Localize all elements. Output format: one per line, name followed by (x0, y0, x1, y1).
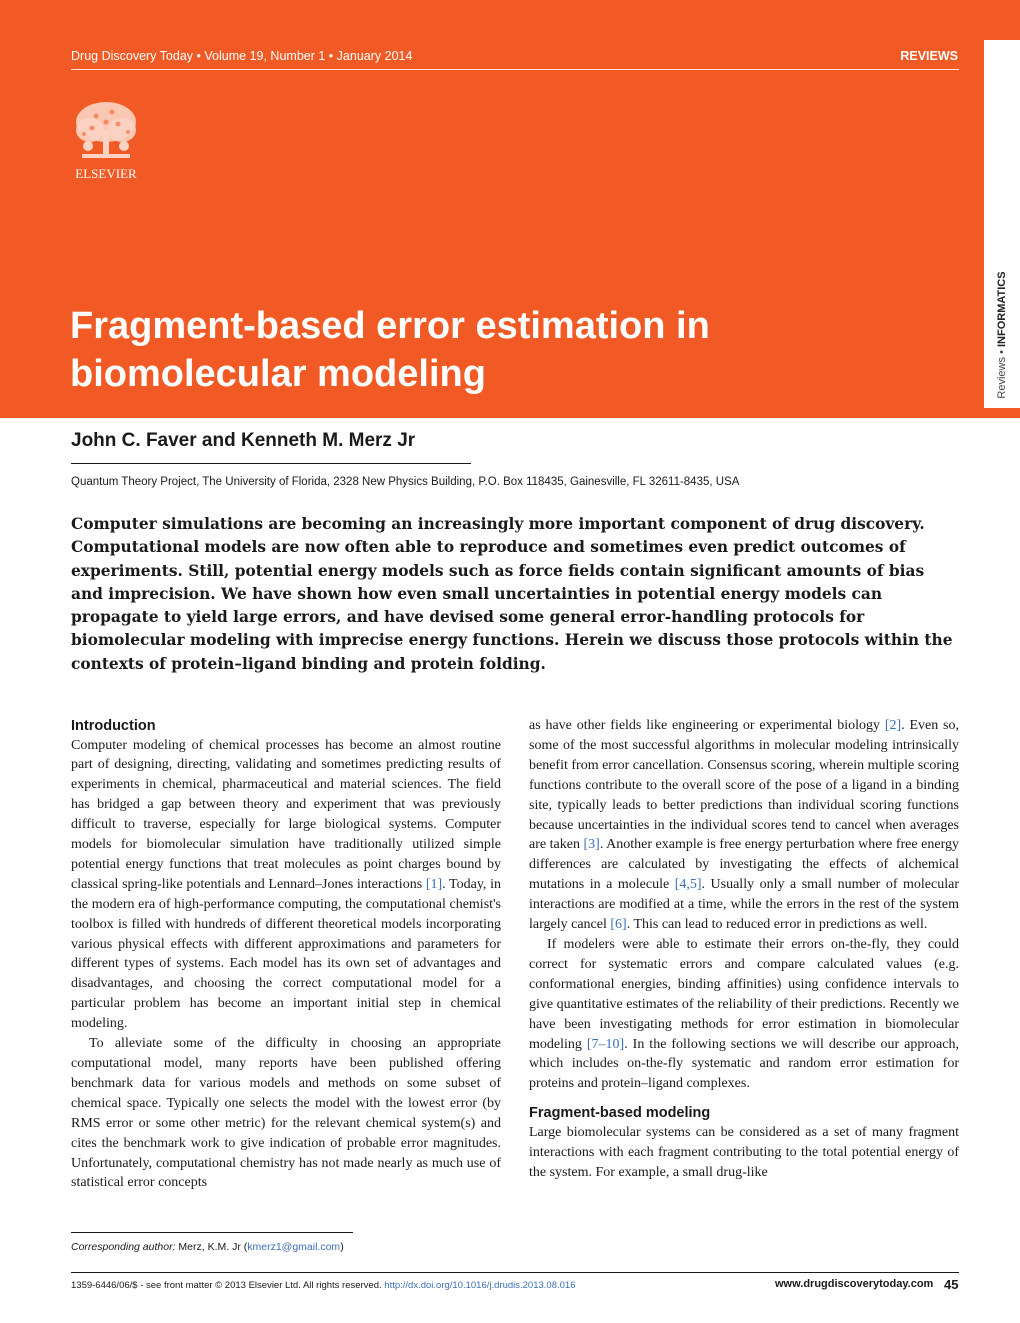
intro-heading: Introduction (71, 718, 156, 734)
intro-paragraph-1: Computer modeling of chemical processes has become an almost routine part of designing, directing, validating and sometimes predicting results of experiments in chemical, pharmaceutical and material sciences. The field has bridged a gap between theory and experiment that was previously difficult to traverse, especially for large biological systems. Computer models for biomolecular simulation have traditionally utilized simple potential energy functions that treat molecules as point charges bound by classical spring-like potentials and Lennard–Jones interactions [1]. Today, in the modern era of high-performance computing, the computational chemist's toolbox is filled with hundreds of different theoretical models incorporating various physical effects with different approximations and parameters for different types of systems. Each model has its own set of advantages and disadvantages, and choosing the correct computational model for a particular problem has become an important initial step in chemical modeling. (71, 737, 501, 1032)
journal-bullet-2: • (328, 49, 334, 63)
citation-link[interactable]: [7–10] (586, 1036, 625, 1052)
citation-link[interactable]: [3] (583, 837, 600, 853)
journal-date: January 2014 (336, 49, 413, 63)
author-affiliation: Quantum Theory Project, The University of Florida, 2328 New Physics Building, P.O. Box 118435, Gainesville, FL 32611-8435, USA (71, 476, 740, 488)
journal-name: Drug Discovery Today (71, 49, 194, 63)
journal-volume: Volume 19, Number 1 (204, 49, 326, 63)
citation-link[interactable]: [6] (610, 917, 627, 933)
footnote-author: Merz, K.M. Jr (178, 1241, 241, 1253)
footer-divider (71, 1272, 959, 1273)
tree-icon (76, 102, 136, 158)
fragment-paragraph-1: Large biomolecular systems can be considered as a set of many fragment interactions with each fragment contributing to the total potential energy of the system. For example, a small drug-like (529, 1124, 959, 1180)
section-side-label (996, 271, 1008, 398)
doi-link[interactable]: http://dx.doi.org/10.1016/j.drudis.2013.08.016 (384, 1280, 576, 1291)
elsevier-wordmark: ELSEVIER (75, 166, 137, 181)
corresponding-author-note: Corresponding author: Merz, K.M. Jr (kmerz1@gmail.com) (71, 1241, 344, 1253)
page-number: 45 (944, 1277, 959, 1292)
intro-paragraph-2: To alleviate some of the difficulty in choosing an appropriate computational model, many reports have been published offering benchmark data for various models and methods on some subset of chemical space. Typically one selects the model with the lowest error (by RMS error or some other metric) for the relevant chemical system(s) and cites the benchmark work to give indication of probable error magnitudes. Unfortunately, computational chemistry has not made nearly as much use of statistical error concepts (71, 1036, 501, 1191)
journal-bullet-1: • (196, 49, 201, 63)
article-title: Fragment-based error estimation in biomolecular modeling (70, 305, 710, 395)
author-divider (71, 463, 471, 464)
section-tag: REVIEWS (900, 49, 958, 63)
author-email-link[interactable]: kmerz1@gmail.com (247, 1241, 341, 1253)
copyright-text: 1359-6446/06/$ - see front matter © 2013 Elsevier Ltd. All rights reserved. (71, 1280, 382, 1291)
fragment-heading: Fragment-based modeling (529, 1105, 711, 1122)
citation-link[interactable]: [1] (425, 876, 443, 892)
intro-paragraph-3: as have other fields like engineering or experimental biology [2]. Even so, some of the most successful algorithms in molecular modeling intrinsically benefit from error cancellation. Consensus scoring, wherein multiple scoring functions contribute to the overall score of the pose of a ligand in a binding site, typically leads to better predictions than individual scoring functions because uncertainties in the individual scores tend to cancel when averages are taken [3]. Another example is free energy perturbation where free energy differences are calculated by investigating the effects of alchemical mutations in a molecule [4,5]. Usually only a small number of molecular interactions are modified at a time, while the errors in the rest of the system largely cancel [6]. This can lead to reduced error in predictions as well. (529, 718, 959, 933)
body-column-left (71, 716, 501, 1193)
intro-paragraph-4: If modelers were able to estimate their errors on-the-fly, they could correct for systematic errors and compare calculated values (e.g. conformational energies, binding affinities) using confidence intervals to give quantitative estimates of the reliability of their predictions. Recently we have been investigating methods for error estimation in biomolecular modeling [7–10]. In the following sections we will describe our approach, which includes on-the-fly systematic and random error estimation for proteins and protein–ligand complexes. (529, 936, 959, 1092)
header-divider (71, 69, 959, 70)
article-authors: John C. Faver and Kenneth M. Merz Jr (71, 430, 416, 451)
body-column-right (529, 716, 959, 1182)
sidebar-category: INFORMATICS (996, 271, 1008, 348)
citation-link[interactable]: [4,5] (674, 877, 702, 893)
footnote-divider (71, 1232, 353, 1233)
footnote-label: Corresponding author: (71, 1241, 176, 1253)
citation-link[interactable]: [2] (884, 718, 902, 733)
copyright-line (71, 1280, 575, 1291)
article-abstract: Computer simulations are becoming an increasingly more important component of drug discovery. Computational models are now often able to reproduce and sometimes even predict outcomes of experiments. Still, potential energy models such as force fields contain significant amounts of bias and imprecision. We have shown how even small uncertainties in potential energy models can propagate to yield large errors, and have devised some general error-handling protocols for biomolecular modeling with imprecise energy functions. Herein we discuss those protocols within the contexts of protein–ligand binding and protein folding. (71, 515, 953, 673)
elsevier-logo (68, 100, 144, 182)
sidebar-bullet: • (996, 350, 1008, 354)
sidebar-reviews: Reviews (996, 356, 1008, 399)
journal-running-head (71, 49, 412, 63)
journal-website-link[interactable]: www.drugdiscoverytoday.com (775, 1278, 934, 1290)
